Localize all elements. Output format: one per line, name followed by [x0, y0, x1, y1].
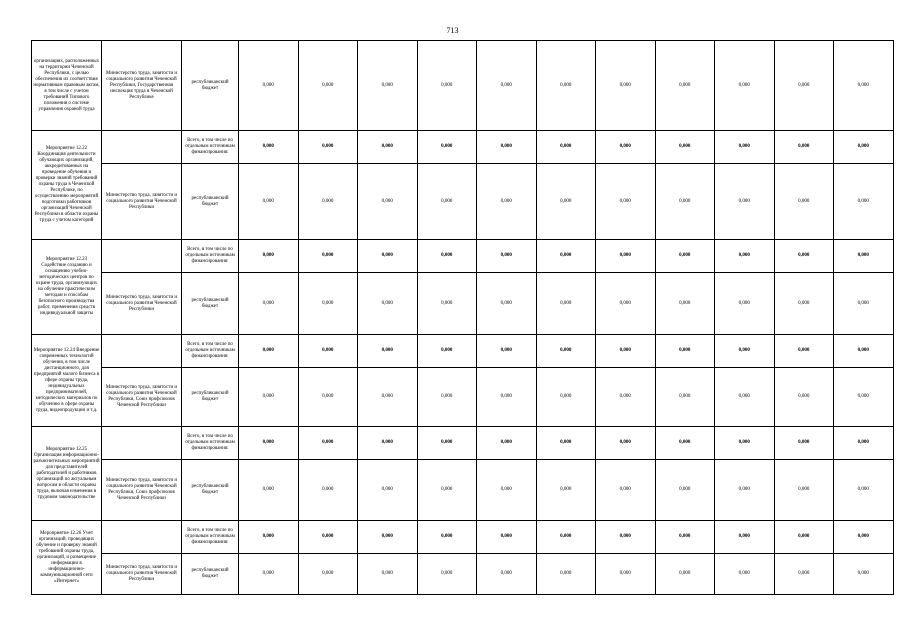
value-cell: 0,000: [715, 41, 775, 131]
value-cell: 0,000: [358, 460, 418, 521]
value-cell: 0,000: [298, 41, 358, 131]
value-cell: 0,000: [477, 164, 537, 240]
total-value-cell: 0,000: [358, 335, 418, 368]
total-value-cell: 0,000: [834, 521, 894, 554]
value-cell: 0,000: [834, 273, 894, 335]
total-value-cell: 0,000: [536, 521, 596, 554]
value-cell: 0,000: [417, 164, 477, 240]
total-value-cell: 0,000: [239, 240, 299, 273]
total-value-cell: 0,000: [834, 131, 894, 164]
executor-spacer-cell: [102, 240, 182, 273]
executor-cell: Министерство труда, занятости и социального развития Чеченской Республики: [102, 554, 182, 595]
total-value-cell: 0,000: [239, 521, 299, 554]
value-cell: 0,000: [417, 460, 477, 521]
total-value-cell: 0,000: [715, 240, 775, 273]
value-cell: 0,000: [774, 41, 834, 131]
event-cell: Мероприятие 12.26 Учет организаций, проводящих обучение и проверку знаний требований охраны труда, организаций, и размещение информации в информационно-коммуникационной сети «Интернет»: [32, 521, 102, 595]
value-cell: 0,000: [536, 164, 596, 240]
event-cell: Мероприятие 12.24 Внедрение современных технологий обучения, в том числе дистанционного, для предприятий малого бизнеса в сфере охраны труда, индивидуальных предпринимателей, методических материалов по обучению в сфере охраны труда, видеопродукции и т.д.: [32, 335, 102, 427]
value-cell: 0,000: [417, 554, 477, 595]
total-value-cell: 0,000: [774, 427, 834, 460]
source-total-cell: Всего, в том числе по отдельным источникам финансирования:: [182, 240, 239, 273]
value-cell: 0,000: [239, 164, 299, 240]
executor-cell: Министерство труда, занятости и социального развития Чеченской Республики, Государственная инспекция труда в Чеченской Республике: [102, 41, 182, 131]
source-cell: республиканский бюджет: [182, 368, 239, 427]
total-value-cell: 0,000: [774, 521, 834, 554]
value-cell: 0,000: [655, 273, 715, 335]
value-cell: 0,000: [715, 368, 775, 427]
total-value-cell: 0,000: [358, 240, 418, 273]
total-value-cell: 0,000: [298, 240, 358, 273]
table-row-total: [32, 427, 894, 460]
event-cell: Мероприятие 12.23 Содействие созданию и оснащению учебно-методических центров по охране труда, организующих на обучение практическим методам и способам безопасного производства работ, применения средств индивидуальной защиты: [32, 240, 102, 335]
value-cell: 0,000: [477, 554, 537, 595]
total-value-cell: 0,000: [715, 521, 775, 554]
total-value-cell: 0,000: [417, 427, 477, 460]
source-cell: республиканский бюджет: [182, 460, 239, 521]
value-cell: 0,000: [358, 41, 418, 131]
value-cell: 0,000: [774, 554, 834, 595]
table-row-total: [32, 335, 894, 368]
value-cell: 0,000: [477, 460, 537, 521]
source-total-cell: Всего, в том числе по отдельным источникам финансирования:: [182, 521, 239, 554]
value-cell: 0,000: [834, 554, 894, 595]
value-cell: 0,000: [239, 41, 299, 131]
executor-spacer-cell: [102, 427, 182, 460]
total-value-cell: 0,000: [477, 131, 537, 164]
source-cell: республиканский бюджет: [182, 41, 239, 131]
total-value-cell: 0,000: [596, 335, 656, 368]
value-cell: 0,000: [715, 273, 775, 335]
total-value-cell: 0,000: [358, 131, 418, 164]
table-row: [32, 460, 894, 521]
value-cell: 0,000: [596, 41, 656, 131]
total-value-cell: 0,000: [298, 335, 358, 368]
value-cell: 0,000: [417, 273, 477, 335]
total-value-cell: 0,000: [358, 427, 418, 460]
table-row-total: [32, 240, 894, 273]
table-row: [32, 273, 894, 335]
value-cell: 0,000: [536, 41, 596, 131]
value-cell: 0,000: [596, 164, 656, 240]
value-cell: 0,000: [834, 41, 894, 131]
total-value-cell: 0,000: [298, 521, 358, 554]
total-value-cell: 0,000: [298, 131, 358, 164]
executor-spacer-cell: [102, 131, 182, 164]
value-cell: 0,000: [774, 368, 834, 427]
total-value-cell: 0,000: [715, 427, 775, 460]
total-value-cell: 0,000: [774, 240, 834, 273]
total-value-cell: 0,000: [596, 240, 656, 273]
total-value-cell: 0,000: [417, 131, 477, 164]
value-cell: 0,000: [536, 554, 596, 595]
total-value-cell: 0,000: [477, 427, 537, 460]
total-value-cell: 0,000: [239, 427, 299, 460]
total-value-cell: 0,000: [417, 335, 477, 368]
value-cell: 0,000: [774, 460, 834, 521]
value-cell: 0,000: [298, 273, 358, 335]
value-cell: 0,000: [774, 273, 834, 335]
value-cell: 0,000: [596, 460, 656, 521]
value-cell: 0,000: [417, 368, 477, 427]
value-cell: 0,000: [358, 554, 418, 595]
total-value-cell: 0,000: [834, 240, 894, 273]
value-cell: 0,000: [596, 273, 656, 335]
value-cell: 0,000: [536, 368, 596, 427]
total-value-cell: 0,000: [477, 521, 537, 554]
value-cell: 0,000: [655, 41, 715, 131]
total-value-cell: 0,000: [536, 131, 596, 164]
total-value-cell: 0,000: [655, 240, 715, 273]
executor-cell: Министерство труда, занятости и социального развития Чеченской Республики: [102, 273, 182, 335]
source-cell: республиканский бюджет: [182, 164, 239, 240]
page-number: 713: [446, 26, 459, 35]
total-value-cell: 0,000: [596, 521, 656, 554]
value-cell: 0,000: [596, 368, 656, 427]
table-row: [32, 41, 894, 131]
financing-table: [31, 40, 894, 595]
total-value-cell: 0,000: [596, 427, 656, 460]
total-value-cell: 0,000: [477, 335, 537, 368]
executor-cell: Министерство труда, занятости и социального развития Чеченской Республики, Союз профсоюзов Чеченской Республики: [102, 368, 182, 427]
value-cell: 0,000: [834, 460, 894, 521]
total-value-cell: 0,000: [239, 335, 299, 368]
value-cell: 0,000: [536, 273, 596, 335]
value-cell: 0,000: [834, 368, 894, 427]
value-cell: 0,000: [715, 554, 775, 595]
value-cell: 0,000: [417, 41, 477, 131]
total-value-cell: 0,000: [655, 427, 715, 460]
value-cell: 0,000: [298, 164, 358, 240]
value-cell: 0,000: [715, 164, 775, 240]
value-cell: 0,000: [239, 460, 299, 521]
executor-cell: Министерство труда, занятости и социального развития Чеченской Республики: [102, 164, 182, 240]
value-cell: 0,000: [715, 460, 775, 521]
source-total-cell: Всего, в том числе по отдельным источникам финансирования:: [182, 427, 239, 460]
source-cell: республиканский бюджет: [182, 554, 239, 595]
total-value-cell: 0,000: [417, 521, 477, 554]
total-value-cell: 0,000: [834, 335, 894, 368]
table-row-total: [32, 521, 894, 554]
total-value-cell: 0,000: [715, 131, 775, 164]
value-cell: 0,000: [298, 368, 358, 427]
value-cell: 0,000: [536, 460, 596, 521]
table-row: [32, 368, 894, 427]
total-value-cell: 0,000: [239, 131, 299, 164]
event-cell: организациях, расположенных на территории Чеченской Республики, с целью обеспечения их соответствия нормативным правовым актам, в том числе с учетом требований Типового положения о системе управления охраной труда: [32, 41, 102, 131]
total-value-cell: 0,000: [417, 240, 477, 273]
value-cell: 0,000: [477, 273, 537, 335]
total-value-cell: 0,000: [536, 427, 596, 460]
value-cell: 0,000: [358, 164, 418, 240]
total-value-cell: 0,000: [655, 521, 715, 554]
value-cell: 0,000: [239, 368, 299, 427]
event-cell: Мероприятие 12.22 Координация деятельности обучающих организаций, аккредитованных на проведение обучения и проверки знаний требований охраны труда в Чеченской Республике, по осуществлению мероприятий подготовки работников организаций Чеченской Республики в области охраны труда с учетом категорий: [32, 131, 102, 240]
total-value-cell: 0,000: [774, 131, 834, 164]
value-cell: 0,000: [655, 554, 715, 595]
value-cell: 0,000: [298, 460, 358, 521]
value-cell: 0,000: [834, 164, 894, 240]
value-cell: 0,000: [655, 460, 715, 521]
event-cell: Мероприятие 12.25 Организация информационно-разъяснительных мероприятий для представителей работодателей и работников организаций по актуальным вопросам в области охраны труда, включая изменения в трудовом законодательстве: [32, 427, 102, 521]
total-value-cell: 0,000: [596, 131, 656, 164]
total-value-cell: 0,000: [655, 131, 715, 164]
source-cell: республиканский бюджет: [182, 273, 239, 335]
total-value-cell: 0,000: [715, 335, 775, 368]
table-row-total: [32, 131, 894, 164]
value-cell: 0,000: [596, 554, 656, 595]
executor-spacer-cell: [102, 335, 182, 368]
value-cell: 0,000: [477, 368, 537, 427]
value-cell: 0,000: [358, 273, 418, 335]
value-cell: 0,000: [298, 554, 358, 595]
total-value-cell: 0,000: [536, 240, 596, 273]
value-cell: 0,000: [239, 554, 299, 595]
total-value-cell: 0,000: [536, 335, 596, 368]
total-value-cell: 0,000: [834, 427, 894, 460]
table-row: [32, 164, 894, 240]
table-row: [32, 554, 894, 595]
total-value-cell: 0,000: [655, 335, 715, 368]
value-cell: 0,000: [477, 41, 537, 131]
executor-cell: Министерство труда, занятости и социального развития Чеченской Республики, Союз профсоюзов Чеченской Республики: [102, 460, 182, 521]
value-cell: 0,000: [774, 164, 834, 240]
total-value-cell: 0,000: [298, 427, 358, 460]
value-cell: 0,000: [655, 368, 715, 427]
executor-spacer-cell: [102, 521, 182, 554]
value-cell: 0,000: [358, 368, 418, 427]
value-cell: 0,000: [239, 273, 299, 335]
total-value-cell: 0,000: [477, 240, 537, 273]
total-value-cell: 0,000: [358, 521, 418, 554]
total-value-cell: 0,000: [774, 335, 834, 368]
source-total-cell: Всего, в том числе по отдельным источникам финансирования:: [182, 131, 239, 164]
value-cell: 0,000: [655, 164, 715, 240]
source-total-cell: Всего, в том числе по отдельным источникам финансирования:: [182, 335, 239, 368]
